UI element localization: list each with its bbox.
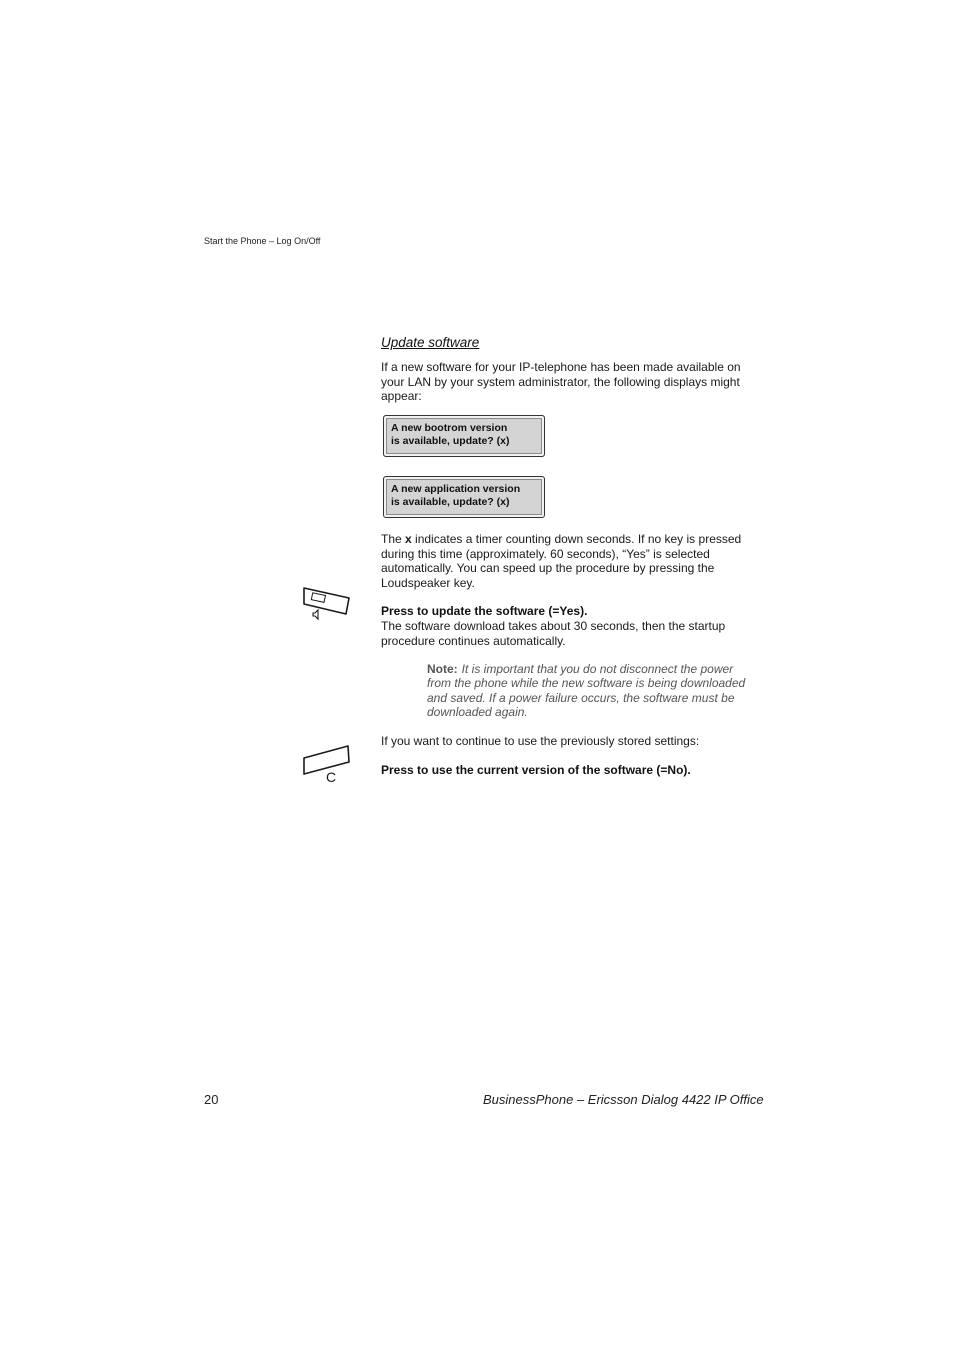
intro-paragraph: If a new software for your IP-telephone has been made available on your LAN by your system administrator, the following displays might appear: — [381, 360, 741, 404]
display-line: A new bootrom version — [391, 422, 508, 434]
display-application — [383, 476, 545, 518]
timer-symbol: x — [405, 532, 412, 546]
loudspeaker-key-icon — [300, 582, 354, 632]
clear-key-label: C — [326, 769, 337, 785]
display-line: is available, update? (x) — [391, 435, 510, 447]
timer-paragraph — [381, 532, 753, 590]
clear-key-icon — [300, 742, 354, 792]
section-title: Update software — [381, 335, 480, 350]
update-detail: The software download takes about 30 seconds, then the startup procedure continues automatically. — [381, 619, 726, 648]
timer-text-before: The — [381, 532, 406, 546]
page-number: 20 — [204, 1092, 219, 1107]
note-text: It is important that you do not disconnect the power from the phone while the new software is being downloaded and saved. If a power failure occurs, the software must be downloaded again. — [427, 662, 746, 720]
note-block — [427, 662, 753, 720]
display-line: is available, update? (x) — [391, 496, 510, 508]
footer-doc-title: BusinessPhone – Ericsson Dialog 4422 IP Office — [483, 1092, 764, 1107]
keep-intro: If you want to continue to use the previously stored settings: — [381, 734, 700, 748]
running-header: Start the Phone – Log On/Off — [204, 236, 321, 246]
note-label: Note: — [427, 662, 458, 676]
timer-text-after: indicates a timer counting down seconds. If no key is pressed during this time (approximately. 60 seconds), “Yes” is selected automatically. You can speed up the procedure by pressing the Loudspeaker key. — [381, 532, 742, 590]
keep-instruction: Press to use the current version of the software (=No). — [381, 763, 691, 777]
update-instruction: Press to update the software (=Yes). — [381, 604, 588, 618]
display-line: A new application version — [391, 483, 521, 495]
display-bootrom — [383, 415, 545, 457]
